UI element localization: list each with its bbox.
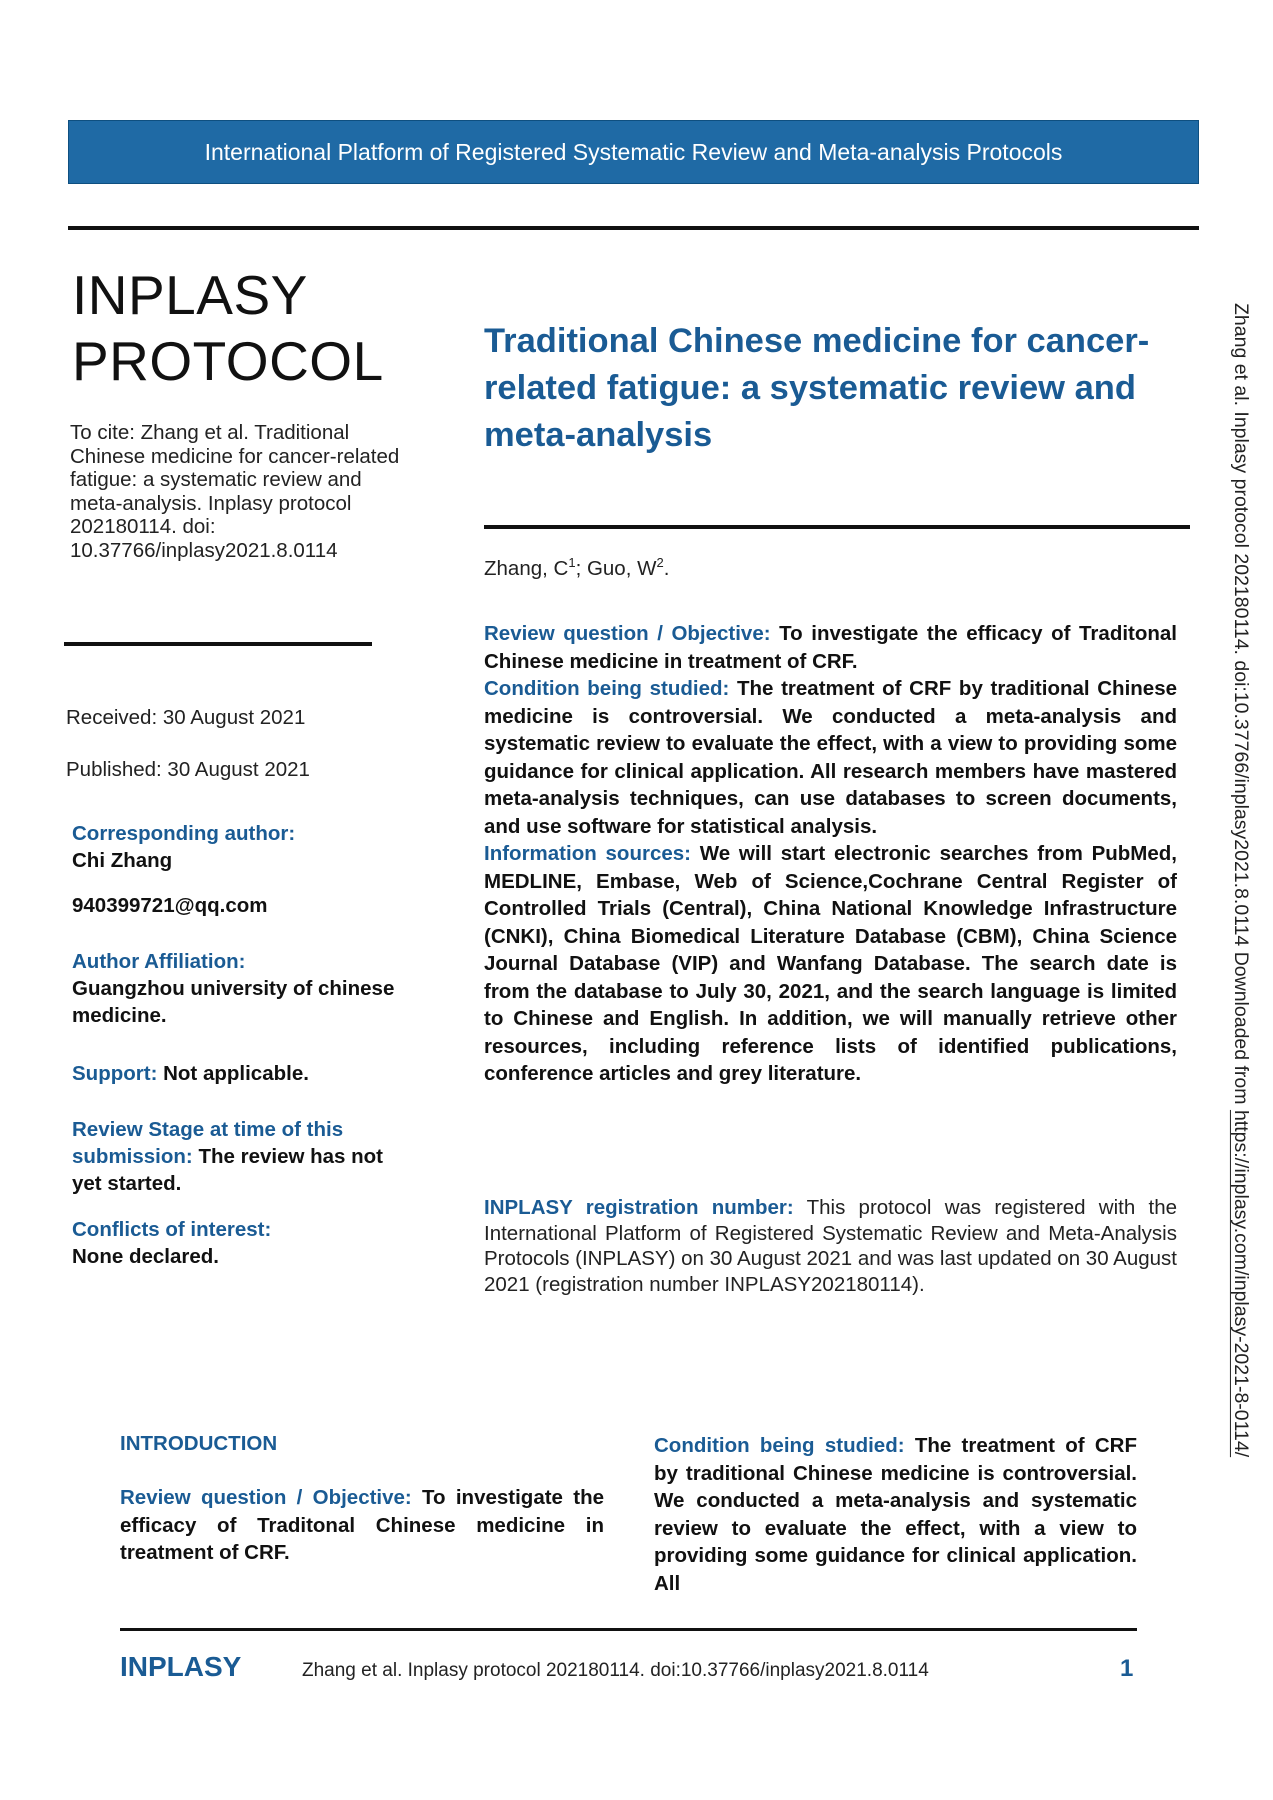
intro-condition-label: Condition being studied: bbox=[654, 1434, 905, 1457]
registration-label: INPLASY registration number: bbox=[484, 1196, 794, 1219]
author-2: ; Guo, W bbox=[575, 556, 657, 580]
info-text: We will start electronic searches from PubMed, MEDLINE, Embase, Web of Science,Cochrane Central Register of Controlled Trials (Central), China National Knowledge Infrastructure (CNKI), China Biomedical Literature Database (CBM), China Science Journal Database (VIP) and Wanfang Database. The search date is from the database to July 30, 2021, and the search language is limited to Chinese and English. In addition, we will manually retrieve other resources, including reference lists of identified publications, conference articles and grey literature. bbox=[484, 842, 1177, 1085]
review-stage-label: Review Stage at time of this submission: bbox=[72, 1118, 344, 1168]
author-1: Zhang, C bbox=[484, 556, 569, 580]
rq-label: Review question / Objective: bbox=[484, 622, 771, 645]
info-label: Information sources: bbox=[484, 842, 691, 865]
author-list bbox=[484, 555, 669, 581]
brand-line-1: INPLASY bbox=[72, 264, 308, 326]
footer-divider bbox=[120, 1628, 1137, 1631]
received-date: Received: 30 August 2021 bbox=[66, 706, 306, 729]
abstract-review-question bbox=[484, 620, 1177, 675]
support-value: Not applicable. bbox=[163, 1062, 309, 1085]
affiliation-label: Author Affiliation: bbox=[72, 950, 246, 973]
author-2-affil: 2 bbox=[656, 555, 664, 570]
conflicts-label: Conflicts of interest: bbox=[72, 1218, 272, 1241]
footer-citation: Zhang et al. Inplasy protocol 202180114. doi:10.37766/inplasy2021.8.0114 bbox=[302, 1660, 929, 1681]
article-title: Traditional Chinese medicine for cancer-related fatigue: a systematic review and meta-analysis bbox=[484, 322, 1150, 454]
intro-condition bbox=[654, 1432, 1137, 1597]
top-divider bbox=[68, 226, 1199, 230]
protocol-brand bbox=[72, 262, 384, 394]
support-label: Support: bbox=[72, 1062, 158, 1085]
intro-condition-text: The treatment of CRF by traditional Chinese medicine is controversial. We conducted a meta-analysis and systematic review to evaluate the effect, with a view to providing some guidance for clinical application. All bbox=[654, 1434, 1137, 1595]
corresponding-email: 940399721@qq.com bbox=[72, 894, 268, 917]
citation-block: To cite: Zhang et al. Traditional Chinese medicine for cancer-related fatigue: a systematic review and meta-analysis. Inplasy protocol 202180114. doi: 10.37766/inplasy2021.8.0114 bbox=[70, 421, 400, 562]
introduction-heading: INTRODUCTION bbox=[120, 1432, 278, 1455]
intro-review-question bbox=[120, 1484, 604, 1567]
sidebar-text: Zhang et al. Inplasy protocol 202180114. doi:10.37766/inplasy2021.8.0114 Downloaded from bbox=[1230, 303, 1252, 1110]
registration-note bbox=[484, 1195, 1177, 1297]
abstract bbox=[484, 620, 1177, 1088]
review-stage-value: The review has not yet started. bbox=[72, 1145, 384, 1195]
platform-banner: International Platform of Registered Systematic Review and Meta-analysis Protocols bbox=[68, 120, 1199, 184]
author-list-end: . bbox=[663, 556, 670, 580]
corresponding-name: Chi Zhang bbox=[72, 849, 173, 872]
brand-line-2: PROTOCOL bbox=[72, 330, 384, 392]
author-1-affil: 1 bbox=[568, 555, 576, 570]
left-divider bbox=[64, 642, 372, 646]
intro-rq-label: Review question / Objective: bbox=[120, 1486, 412, 1509]
author-affiliation bbox=[72, 948, 402, 1029]
support bbox=[72, 1060, 402, 1087]
download-sidebar bbox=[1228, 303, 1254, 1583]
abstract-information-sources bbox=[484, 840, 1177, 1088]
condition-label: Condition being studied: bbox=[484, 677, 730, 700]
footer-brand: INPLASY bbox=[120, 1651, 242, 1682]
page-number: 1 bbox=[1120, 1655, 1134, 1682]
review-stage bbox=[72, 1116, 392, 1197]
registration-text: This protocol was registered with the International Platform of Registered Systematic Review and Meta-Analysis Protocols (INPLASY) on 30 August 2021 and was last updated on 30 August 2021 (registration number INPLASY202180114). bbox=[484, 1196, 1177, 1296]
corresponding-label: Corresponding author: bbox=[72, 822, 296, 845]
corresponding-author bbox=[72, 820, 402, 874]
conflicts-of-interest bbox=[72, 1216, 402, 1270]
download-link[interactable]: https://inplasy.com/inplasy-2021-8-0114/ bbox=[1230, 1109, 1252, 1458]
abstract-condition bbox=[484, 675, 1177, 840]
conflicts-value: None declared. bbox=[72, 1245, 219, 1268]
title-divider bbox=[484, 525, 1190, 529]
condition-text: The treatment of CRF by traditional Chinese medicine is controversial. We conducted a meta-analysis and systematic review to evaluate the effect, with a view to providing some guidance for clinical application. All research members have mastered meta-analysis techniques, can use databases to screen documents, and use software for statistical analysis. bbox=[484, 677, 1177, 838]
affiliation-value: Guangzhou university of chinese medicine. bbox=[72, 977, 395, 1027]
published-date: Published: 30 August 2021 bbox=[66, 758, 310, 781]
rq-text: To investigate the efficacy of Traditonal Chinese medicine in treatment of CRF. bbox=[484, 622, 1178, 673]
intro-rq-text: To investigate the efficacy of Traditonal Chinese medicine in treatment of CRF. bbox=[120, 1486, 604, 1564]
